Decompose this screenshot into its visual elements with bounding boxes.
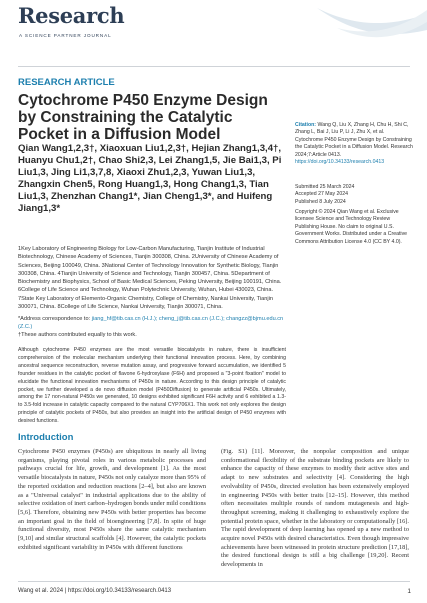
citation-label: Citation:	[295, 122, 317, 128]
footer-divider	[18, 581, 410, 582]
correspondence-emails[interactable]: jiang_hf@tib.cas.cn (H.J.); cheng_j@tib.cas.cn (J.C.); changzz@bjmu.edu.cn (Z.C.)	[18, 316, 284, 331]
copyright-notice: Copyright © 2024 Qian Wang et al. Exclusive licensee Science and Technology Review Publishing House. No claim to original U.S. Government Works. Distributed under a Creative Commons Attribution License 4.0 (CC BY 4.0).	[295, 209, 408, 245]
equal-contribution-note: †These authors contributed equally to this work.	[18, 332, 137, 339]
header-divider	[18, 66, 410, 67]
journal-title: Research	[18, 3, 125, 28]
intro-left-column: Cytochrome P450 enzymes (P450s) are ubiquitous in nearly all living organisms, playing pivotal roles in various metabolic processes and pathways crucial for life, growth, and development [1]. As the most versatile biocatalysts in nature, P450s not only catalyze more than 95% of the reported oxidation and reduction reactions [2–4], but also are known as a "Universal catalyst" in industrial applications due to the ability of selective oxidation of inert carbon–hydrogen bonds under mild conditions [5,6]. Therefore, obtaining new P450s with better properties has become an important goal in the field of bioengineering [7,8]. In spite of huge functional diversity, most P450s share the same catalytic mechanism [9,10] and similar structural scaffolds [4]. However, the catalytic pockets exhibited significant variability in P450s with different functions	[18, 448, 206, 551]
article-type: RESEARCH ARTICLE	[18, 77, 115, 88]
correspondence-label: *Address correspondence to:	[18, 316, 91, 323]
journal-tagline: A SCIENCE PARTNER JOURNAL	[19, 33, 112, 38]
article-title: Cytochrome P450 Enzyme Design by Constraining the Catalytic Pocket in a Diffusion Model	[18, 92, 268, 143]
submitted-date: Submitted 25 March 2024	[295, 184, 355, 190]
affiliations	[18, 245, 286, 339]
citation-text: Wang Q, Liu X, Zhang H, Chu H, Shi C, Zhang L, Bai J, Liu P, Li J, Zhu X, et al. Cytochrome P450 Enzyme Design by Constraining the Catalytic Pocket in a Diffusion Model. Research 2024;7:Article 0413.	[295, 122, 413, 158]
introduction-heading: Introduction	[18, 432, 74, 443]
abstract: Although cytochrome P450 enzymes are the most versatile biocatalysts in nature, there is insufficient comprehension of the molecular mechanism underlying their functional innovation process. Here, by combining ancestral sequence reconstruction, reverse mutation assay, and progressive forward accumulation, we identified 5 founder residues in the catalytic pocket of flavone 6-hydroxylase (F6H) and proposed a "3-point fixation" model to elucidate the functional innovation mechanisms of P450s in nature. According to this design principle of catalytic pocket, we further developed a de novo diffusion model (P450Diffusion) to generate artificial P450s. Ultimately, among the 17 non-natural P450s we generated, 10 designs exhibited significant F6H activity and 6 exhibited a 1.3- to 3.5-fold increase in catalytic capacity compared to the natural CYP706X1. This work not only explores the design principle of catalytic pockets of P450s, but also provides an insight into the artificial design of P450 enzymes with desired functions.	[18, 347, 286, 425]
page-number: 1	[407, 588, 411, 595]
intro-right-column: (Fig. S1) [11]. Moreover, the nonpolar composition and unique conformational flexibility of the substrate binding pockets are likely to enhance the capacity of these enzymes to modify their active sites and adapt to new substrates and selectivity [4]. Considering the high evolvability of P450s, directed evolution has been extensively employed in engineering P450s with better traits [12–15]. However, this method often necessitates multiple rounds of random mutagenesis and high-throughput screening, making it challenging to exhaustively explore the potential protein space, whether in the laboratory or computationally [16]. The rapid development of deep learning has opened up a new method to acquire novel P450s with desired characteristics. Even though impressive achievements have been witnessed in protein structure prediction [17,18], the desired functional design is still a big challenge [19,20]. Recent developments in	[221, 448, 409, 569]
publication-dates	[295, 184, 413, 206]
citation-doi-link[interactable]: https://doi.org/10.34133/research.0413	[295, 159, 385, 166]
correspondence	[18, 315, 286, 331]
affiliation-text: 1Key Laboratory of Engineering Biology for Low-Carbon Manufacturing, Tianjin Institute of Industrial Biotechnology, Chinese Academy of Sciences, Tianjin 300308, China. 2University of Chinese Academy of Sciences, Beijing 100049, China. 3National Center of Technology Innovation for Synthetic Biology, Tianjin 300308, China. 4Tianjin University of Science and Technology, Tianjin 300457, China. 5Department of Biochemistry and Biophysics, School of Basic Medical Sciences, Peking University, Beijing 100191, China. 6College of Life Science and Technology, Wuhan Polytechnic University, Wuhan, Hubei 430023, China. 7State Key Laboratory of Elemento-Organic Chemistry, College of Chemistry, Nankai University, Tianjin 300071, China. 8College of Life Science, Nankai University, Tianjin 300071, China.	[18, 246, 282, 311]
accepted-date: Accepted 27 May 2024	[295, 191, 349, 198]
author-list: Qian Wang1,2,3†, Xiaoxuan Liu1,2,3†, Hejian Zhang1,3,4†, Huanyu Chu1,2†, Chao Shi2,3, Lei Zhang1,5, Jie Bai1,3, Pi Liu1,3, Jing Li1,3,7,8, Xiaoxi Zhu1,2,3, Yuwan Liu1,3, Zhangxin Chen5, Rong Huang1,3, Hong Chang1,3, Tian Liu1,3, Zhenzhan Chang1*, Jian Cheng1,3*, and Huifeng Jiang1,3*	[18, 143, 282, 214]
journal-swoosh-graphic	[277, 0, 427, 68]
footer-citation: Wang et al. 2024 | https://doi.org/10.34133/research.0413	[18, 588, 172, 594]
published-date: Published 8 July 2024	[295, 198, 346, 205]
citation-box	[295, 122, 413, 166]
